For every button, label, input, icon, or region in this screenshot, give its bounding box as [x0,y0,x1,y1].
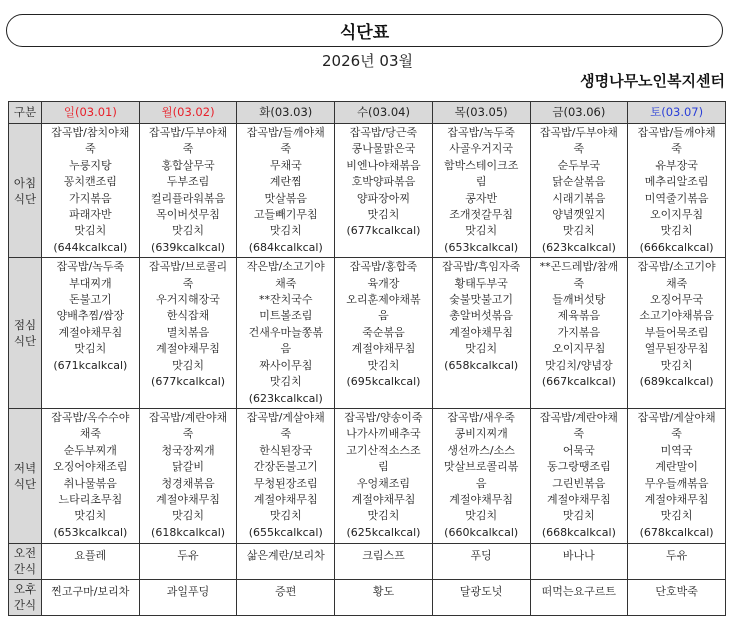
menu-cell [335,124,433,258]
menu-item: 맛김치 [465,224,498,238]
menu-cell [237,124,335,258]
menu-item: 맛김치/양념장 [545,358,613,372]
snack-label-text: 간식 [13,562,37,577]
menu-item: 죽 [573,427,585,441]
menu-item: 들깨버섯탕 [552,293,606,307]
day-header: 목(03.05) [432,102,530,124]
menu-item: 계절야채무침 [156,492,220,506]
menu-item: 잡곡밥/계란야채 [149,410,228,424]
menu-cell [139,258,237,409]
menu-item: 오이지무침 [650,208,704,222]
menu-item: 잡곡밥/옥수수야 [51,410,130,424]
menu-cell [628,258,726,409]
menu-item: 양배추찜/쌈장 [56,309,125,323]
menu-cell [628,408,726,543]
menu-item: **곤드레밥/참깨 [539,260,619,274]
menu-item: (639kcalkcal) [151,240,226,254]
menu-item: 꽁치캔조림 [63,175,117,189]
menu-cell [237,258,335,409]
menu-item: 숯불맛불고기 [449,293,514,307]
meal-row [9,408,726,543]
menu-item: 컬리플라워볶음 [150,191,226,205]
menu-cell [42,124,140,258]
menu-item: 간장돈불고기 [253,460,318,474]
menu-item: 맛김치 [269,509,302,523]
menu-item: 맛김치 [172,509,204,523]
menu-item: 작은밥/소고기야 [246,260,325,274]
snack-cell: 요플레 [42,543,140,579]
menu-item: (623kcalkcal) [248,391,323,405]
menu-item: (658kcalkcal) [444,358,519,372]
menu-item: 고기산적소스조 [346,443,421,457]
menu-item: 우엉채조림 [356,476,411,490]
table-header-row [9,102,726,124]
menu-item: 맛김치 [465,342,498,356]
menu-item: 홍합살무국 [161,158,215,172]
menu-item: 맛김치 [367,358,400,372]
snack-cell: 바나나 [530,543,628,579]
menu-item: 죽 [182,142,194,156]
menu-item: 맛김치 [367,509,400,523]
snack-row-label [9,543,42,579]
meal-label-text: 식단 [13,476,37,491]
menu-item: 잡곡밥/양송이죽 [344,410,423,424]
menu-item: 계절야채무침 [58,325,123,339]
day-header: 토(03.07) [628,102,726,124]
menu-item: 유부장국 [655,158,698,172]
page-title-box [6,14,723,47]
menu-item: 잡곡밥/게살야채 [637,410,716,424]
menu-item: 계란찜 [269,175,302,189]
menu-cell [530,408,628,543]
menu-item: **잔치국수 [259,293,313,307]
menu-item: 잡곡밥/당근죽 [349,126,418,139]
snack-cell: 두유 [139,543,237,579]
menu-item: 닭순살볶음 [552,175,606,189]
menu-item: 잡곡밥/홍합죽 [349,260,418,274]
day-header: 수(03.04) [335,102,433,124]
menu-item: 맛김치 [74,224,107,238]
snack-cell: 찐고구마/보리차 [42,579,140,615]
menu-item: (644kcalkcal) [53,240,128,254]
menu-cell [432,258,530,409]
menu-item: 오이지무침 [552,342,606,356]
menu-item: 죽 [280,142,292,156]
meal-row-label [9,258,42,409]
menu-item: 양념깻잎지 [552,208,606,222]
snack-cell: 단호박죽 [628,579,726,615]
menu-item: (655kcalkcal) [248,525,323,539]
menu-item: (668kcalkcal) [541,525,616,539]
menu-item: 채죽 [79,427,101,441]
menu-item: 부대찌개 [69,276,112,290]
menu-item: 맛김치 [172,224,204,238]
menu-item: 시래기볶음 [552,191,606,205]
menu-item: 계절야채무침 [644,492,709,506]
snack-row [9,543,726,579]
menu-item: 잡곡밥/브로콜리 [149,260,228,274]
menu-item: 짜사이무침 [259,358,313,372]
menu-cell [42,408,140,543]
menu-item: 두부조림 [166,175,210,189]
menu-item: 사골우거지국 [449,142,514,156]
menu-item: 맛김치 [660,224,693,238]
meal-label-text: 아침 [13,175,37,190]
meal-label-text: 저녁 [13,460,37,475]
meal-row-label [9,124,42,258]
menu-item: 맛살볶음 [264,191,308,205]
day-header: 화(03.03) [237,102,335,124]
menu-item: (660kcalkcal) [444,525,519,539]
menu-cell [432,408,530,543]
menu-item: 콩자반 [465,191,498,205]
menu-item: (667kcalkcal) [541,375,616,389]
menu-cell [530,124,628,258]
snack-cell: 크림스프 [335,543,433,579]
menu-item: 양파장아찌 [356,191,411,205]
menu-item: 죽 [573,142,585,156]
corner-header: 구분 [9,102,42,124]
menu-item: 비엔나야채볶음 [346,158,421,172]
menu-item: 잡곡밥/흑임자죽 [442,260,521,274]
menu-item: 계절야채무침 [253,492,318,506]
menu-item: 함박스테이크조 [443,158,519,172]
menu-item: 열무된장무침 [644,342,709,356]
menu-item: 돈불고기 [69,293,112,307]
menu-item: 우거지해장국 [156,293,220,307]
menu-cell [139,124,237,258]
menu-cell [237,408,335,543]
menu-item: (666kcalkcal) [639,240,714,254]
menu-cell [139,408,237,543]
menu-item: 육개장 [367,276,400,290]
menu-item: 황태두부국 [454,276,508,290]
menu-cell [335,408,433,543]
menu-item: 죽 [671,427,682,441]
menu-item: 미역줄기볶음 [644,191,709,205]
menu-item: (671kcalkcal) [53,358,128,372]
snack-cell: 달광도넛 [432,579,530,615]
menu-item: 오리훈제야채볶 [346,293,421,307]
menu-item: 미역국 [660,443,693,457]
menu-item: 무청된장조림 [253,476,318,490]
menu-item: 죽 [85,142,96,156]
menu-item: 계절야채무침 [449,492,514,506]
menu-item: 가지볶음 [557,325,601,339]
menu-item: (695kcalkcal) [346,375,421,389]
day-header: 금(03.06) [530,102,628,124]
snack-label-text: 간식 [13,598,37,613]
menu-item: (689kcalkcal) [639,375,714,389]
menu-item: 맛김치 [367,208,400,222]
menu-item: 부들어묵조림 [644,325,709,339]
menu-item: (653kcalkcal) [444,240,519,254]
menu-item: 잡곡밥/게살야채 [246,410,325,424]
menu-item: 취나물볶음 [63,476,117,490]
menu-item: 무우들깨볶음 [644,476,709,490]
menu-item: 맛살브로콜리볶 [443,460,519,474]
menu-item: 그린빈볶음 [552,476,606,490]
menu-item: 무채국 [269,158,302,172]
menu-item: 죽 [573,276,585,290]
menu-item: 조개젓갈무침 [449,208,514,222]
page-title: 식단표 [339,23,390,43]
menu-item: 죽 [182,276,194,290]
menu-item: 맛김치 [660,358,693,372]
menu-item: 파래자반 [69,208,112,222]
menu-item: 멸치볶음 [166,325,210,339]
snack-label-text: 오후 [13,582,37,597]
month-label: 2026년 03월 [321,52,413,70]
menu-cell [42,258,140,409]
snack-cell: 푸딩 [432,543,530,579]
menu-item: 잡곡밥/새우죽 [447,410,515,424]
menu-item: 호박양파볶음 [351,175,416,189]
menu-item: 한식된장국 [259,443,313,457]
menu-item: 닭갈비 [172,460,204,474]
menu-item: 건새우마늘쫑볶 [248,325,323,339]
snack-cell: 황도 [335,579,433,615]
menu-item: 잡곡밥/들깨야채 [637,126,716,139]
menu-item: 한식잡채 [166,309,210,323]
menu-cell [628,124,726,258]
menu-item: 고들빼기무침 [253,208,318,222]
menu-item: 채죽 [665,276,688,290]
menu-item: 계절야채무침 [546,492,611,506]
menu-item: 목이버섯무침 [156,208,220,222]
menu-item: 잡곡밥/계란야채 [539,410,618,424]
menu-item: 가지볶음 [69,191,112,205]
snack-cell: 증편 [237,579,335,615]
snack-label-text: 오전 [13,546,37,561]
menu-item: 잡곡밥/참치야채 [51,126,130,139]
organization-name: 생명나무노인복지센터 [580,72,725,90]
menu-item: 생선까스/소스 [447,443,515,457]
menu-item: 계절야채무침 [351,342,416,356]
menu-item: 콩나물맑은국 [351,142,416,156]
menu-item: 총알버섯볶음 [449,309,514,323]
snack-cell: 두유 [628,543,726,579]
menu-item: 잡곡밥/녹두죽 [447,126,515,139]
meal-label-text: 식단 [13,334,37,349]
menu-item: 죽순볶음 [362,325,405,339]
menu-item: 맛김치 [269,375,302,389]
menu-item: 죽 [280,427,292,441]
menu-item: 죽 [182,427,194,441]
menu-item: (684kcalkcal) [248,240,323,254]
menu-item: 오징어야채조림 [53,460,128,474]
meal-row [9,258,726,409]
day-header: 일(03.01) [42,102,140,124]
meal-plan-table [8,101,726,616]
menu-item: 계절야채무침 [351,492,416,506]
snack-cell: 떠먹는요구르트 [530,579,628,615]
meal-row [9,124,726,258]
menu-item: 순두부국 [557,158,601,172]
menu-item: 계절야채무침 [449,325,514,339]
menu-item: 미트볼조림 [259,309,313,323]
menu-item: 콩비지찌개 [454,427,508,441]
menu-item: 계절야채무침 [156,342,220,356]
menu-item: 맛김치 [269,224,302,238]
menu-item: 소고기야채볶음 [639,309,714,323]
menu-item: (623kcalkcal) [541,240,616,254]
menu-item: 음 [378,309,389,323]
snack-cell: 과일푸딩 [139,579,237,615]
menu-item: 맛김치 [562,509,595,523]
menu-cell [530,258,628,409]
menu-item: (618kcalkcal) [151,525,226,539]
meal-row-label [9,408,42,543]
menu-item: 잡곡밥/소고기야 [637,260,716,274]
snack-cell: 삶은계란/보리차 [237,543,335,579]
menu-item: 맛김치 [562,224,595,238]
menu-item: (678kcalkcal) [639,525,714,539]
menu-item: (677kcalkcal) [346,224,421,238]
menu-item: (625kcalkcal) [346,525,421,539]
menu-item: 메추리알조림 [644,175,709,189]
menu-item: 계란말이 [655,460,698,474]
menu-item: 잡곡밥/두부야채 [149,126,228,139]
meal-label-text: 점심 [13,318,37,333]
menu-item: 맛김치 [74,509,107,523]
menu-item: (653kcalkcal) [53,525,128,539]
menu-cell [335,258,433,409]
day-header: 월(03.02) [139,102,237,124]
menu-item: 림 [475,175,487,189]
menu-item: 동그랑땡조림 [546,460,611,474]
menu-item: 림 [378,460,389,474]
menu-item: 나가사끼배추국 [346,427,421,441]
menu-item: 청국장찌개 [161,443,215,457]
meal-label-text: 식단 [13,191,37,206]
menu-item: 죽 [671,142,682,156]
menu-item: 음 [280,342,292,356]
menu-item: 맛김치 [74,342,107,356]
menu-item: 누룽지탕 [69,158,112,172]
menu-item: 맛김치 [172,358,204,372]
menu-item: 잡곡밥/녹두죽 [56,260,125,274]
menu-item: 잡곡밥/들깨야채 [246,126,325,139]
menu-item: 오징어무국 [650,293,704,307]
menu-item: 청경채볶음 [161,476,215,490]
menu-item: 맛김치 [465,509,498,523]
menu-cell [432,124,530,258]
menu-item: 맛김치 [660,509,693,523]
menu-item: 순두부찌개 [63,443,117,457]
menu-item: 느타리초무침 [58,492,123,506]
menu-item: 어묵국 [562,443,595,457]
menu-item: 채죽 [275,276,297,290]
menu-item: (677kcalkcal) [151,375,226,389]
snack-row-label [9,579,42,615]
menu-item: 음 [475,476,487,490]
snack-row [9,579,726,615]
menu-item: 잡곡밥/두부야채 [539,126,618,139]
menu-item: 제육볶음 [557,309,601,323]
